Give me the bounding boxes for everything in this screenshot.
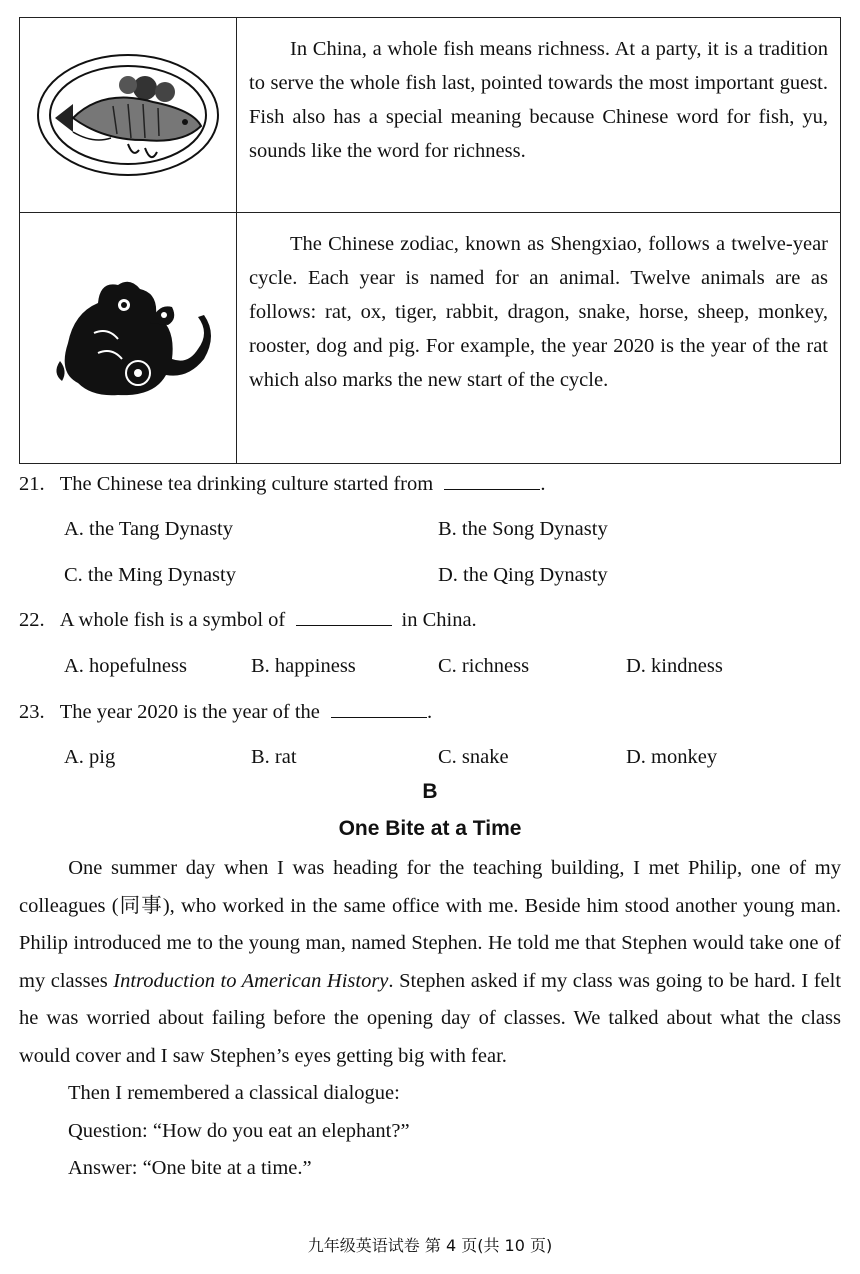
- option: C. richness: [438, 655, 530, 677]
- passage-paragraph: [19, 850, 841, 1075]
- rat-image-cell: [20, 213, 237, 463]
- question-21: [19, 470, 545, 498]
- course-title: Introduction to American History: [113, 969, 389, 992]
- passage-line: Answer: “One bite at a time.”: [68, 1157, 312, 1179]
- option: D. the Qing Dynasty: [438, 564, 608, 586]
- question-stem-end: in China.: [401, 609, 477, 631]
- option: C. snake: [438, 746, 509, 768]
- option: B. rat: [251, 746, 297, 768]
- option: B. the Song Dynasty: [438, 518, 608, 540]
- zodiac-paragraph: The Chinese zodiac, known as Shengxiao, follows a twelve-year cycle. Each year is named for an animal. Twelve animals are as follows: rat, ox, tiger, rabbit, dragon, snake, horse, sheep, monkey, rooster, dog and pig. For example, the year 2020 is the year of the rat which also marks the new start of the cycle.: [249, 233, 828, 391]
- passage: [19, 850, 841, 1188]
- option: D. kindness: [626, 655, 723, 677]
- fish-text-cell: [237, 18, 840, 212]
- passage-line: Then I remembered a classical dialogue:: [68, 1082, 400, 1104]
- passage-line: Question: “How do you eat an elephant?”: [68, 1119, 410, 1142]
- question-number: 21.: [19, 473, 45, 495]
- answer-blank: [331, 699, 427, 718]
- passage-text: . Stephen asked if my class was going to be hard. I felt he was worried about failing before the opening day of classes. We talked about what the class would cover and I saw Stephen’s eyes getting big with fear.: [19, 969, 842, 1067]
- passage-title: One Bite at a Time: [338, 817, 522, 840]
- question-stem: The Chinese tea drinking culture started from: [59, 473, 434, 495]
- section-heading: B: [422, 780, 438, 803]
- option: A. hopefulness: [64, 655, 187, 677]
- option: C. the Ming Dynasty: [64, 564, 236, 586]
- question-stem: The year 2020 is the year of the: [59, 701, 320, 723]
- answer-blank: [444, 471, 540, 490]
- fish-image-cell: [20, 18, 237, 212]
- question-stem: A whole fish is a symbol of: [59, 609, 286, 631]
- rat-papercut-icon: [38, 263, 218, 413]
- question-stem-end: .: [540, 473, 546, 495]
- question-stem-end: .: [427, 701, 433, 723]
- fish-plate-icon: [33, 40, 223, 190]
- zodiac-text-cell: [237, 213, 840, 463]
- answer-blank: [296, 607, 392, 626]
- table-row: [20, 213, 840, 463]
- fish-paragraph: In China, a whole fish means richness. At a party, it is a tradition to serve the whole fish last, pointed towards the most important guest. Fish also has a special meaning because Chinese word for fish, yu, sounds like the word for richness.: [249, 38, 828, 162]
- culture-table: [19, 17, 841, 464]
- passage-text: One summer day when I was heading for the teaching building, I met Philip, one of my colleagues (同事), who worked in the same office with me. Beside him stood another young man. Philip introduced me to the young man, named Stephen. He told me that Stephen would take one of my classes: [19, 857, 841, 992]
- question-number: 23.: [19, 701, 45, 723]
- page-footer: 九年级英语试卷 第 4 页(共 10 页): [307, 1236, 553, 1255]
- option: D. monkey: [626, 746, 718, 768]
- option: A. the Tang Dynasty: [64, 518, 233, 540]
- option: B. happiness: [251, 655, 356, 677]
- option: A. pig: [64, 746, 116, 768]
- question-number: 22.: [19, 609, 45, 631]
- question-22: [19, 606, 477, 634]
- question-23: [19, 698, 432, 726]
- table-row: [20, 18, 840, 213]
